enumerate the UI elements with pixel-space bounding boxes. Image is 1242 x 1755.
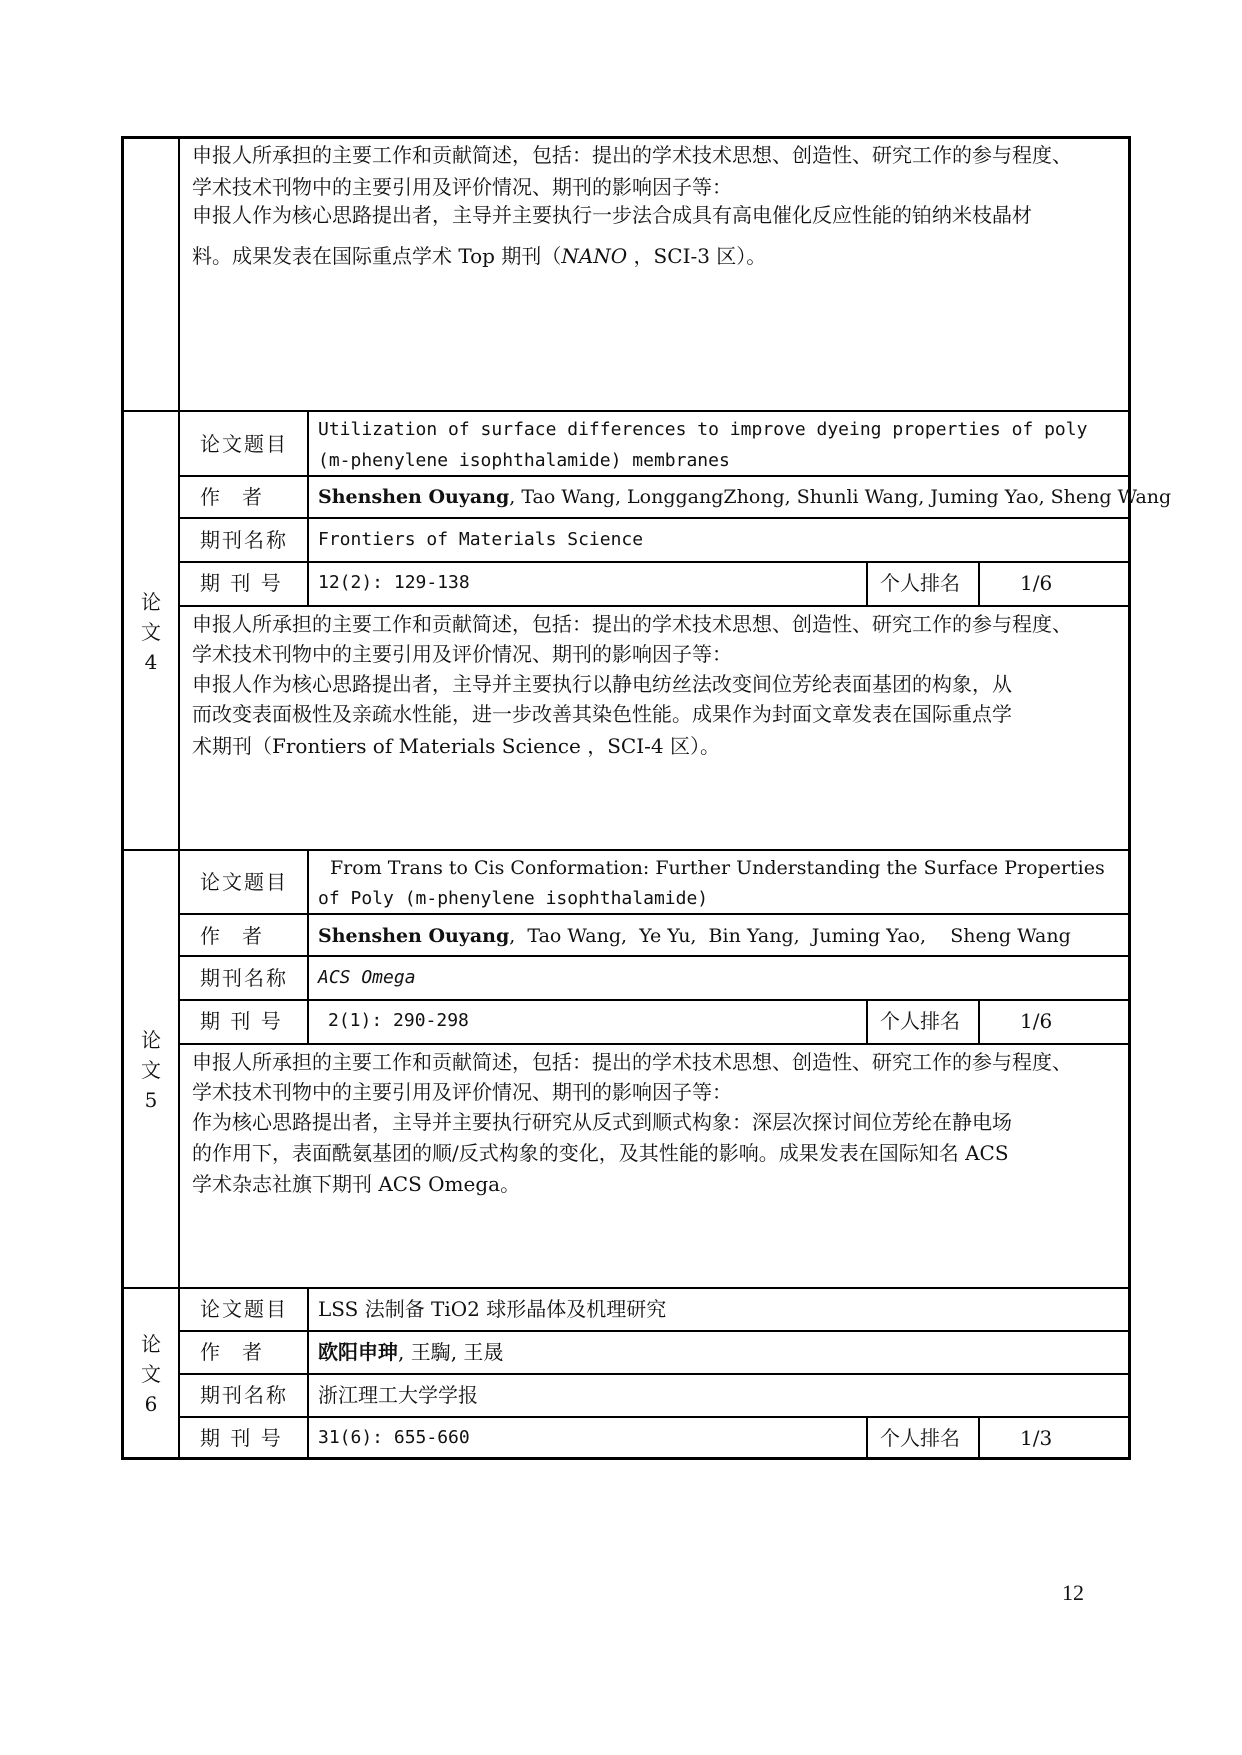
p5-row-line-3: [178, 999, 1131, 1001]
p5-rank-divider-2: [978, 999, 980, 1043]
paper4-contribution-body-line3: 术期刊（Frontiers of Materials Science ，SCI-4 区）。: [192, 734, 720, 758]
paper4-contribution-body-line1: 申报人作为核心思路提出者，主导并主要执行以静电纺丝法改变间位芳纶表面基团的构象，从: [192, 672, 1012, 696]
paper5-title-line2: of Poly (m-phenylene isophthalamide): [318, 888, 709, 909]
paper4-side-label: [124, 587, 178, 677]
label-column-divider-p5: [307, 849, 309, 1045]
paper5-contribution-prompt-line1: 申报人所承担的主要工作和贡献简述，包括：提出的学术技术思想、创造性、研究工作的参与程度、: [192, 1050, 1072, 1074]
paper5-contribution-prompt-line2: 学术技术刊物中的主要引用及评价情况、期刊的影响因子等：: [192, 1080, 732, 1104]
paper5-contribution-body-line2: 的作用下，表面酰氨基团的顺/反式构象的变化，及其性能的影响。成果发表在国际知名 ACS: [192, 1141, 1009, 1165]
label-column-divider-p4: [307, 410, 309, 607]
top-contribution-prompt-line1: 申报人所承担的主要工作和贡献简述，包括：提出的学术技术思想、创造性、研究工作的参与程度、: [192, 143, 1072, 167]
paper5-journal: ACS Omega: [318, 967, 416, 988]
section-divider-paper6: [121, 1287, 1131, 1289]
paper4-contribution-prompt-line1: 申报人所承担的主要工作和贡献简述，包括：提出的学术技术思想、创造性、研究工作的参与程度、: [192, 612, 1072, 636]
paper4-journal-label: 期刊名称: [200, 528, 288, 552]
paper5-title-label: 论文题目: [200, 870, 288, 894]
table-frame: [121, 136, 1131, 1460]
paper5-issue: 2(1): 290-298: [328, 1010, 469, 1031]
paper6-other-authors: , 王騊, 王晟: [398, 1340, 504, 1364]
paper6-issue-label: 期 刊 号: [200, 1426, 283, 1450]
paper4-title-label: 论文题目: [200, 432, 288, 456]
p4-rank-divider-2: [978, 561, 980, 605]
paper6-side-char-2: 文: [141, 1362, 161, 1386]
top-contribution-prompt-line2: 学术技术刊物中的主要引用及评价情况、期刊的影响因子等：: [192, 175, 732, 199]
paper6-first-author: 欧阳申珅: [318, 1340, 398, 1364]
paper4-side-char-3: 4: [144, 650, 158, 674]
paper5-journal-label: 期刊名称: [200, 966, 288, 990]
paper4-rank: 1/6: [1020, 571, 1053, 595]
paper5-authors-label: 作者: [200, 924, 284, 948]
paper6-side-label: [124, 1329, 178, 1419]
left-column-divider: [178, 136, 180, 1460]
paper5-side-char-2: 文: [141, 1058, 161, 1082]
top-body-line2-text-b: ，SCI-3 区）。: [627, 244, 767, 268]
paper4-issue-label: 期 刊 号: [200, 571, 283, 595]
paper5-issue-label: 期 刊 号: [200, 1009, 283, 1033]
paper5-rank: 1/6: [1020, 1009, 1053, 1033]
p5-row-line-4: [178, 1043, 1131, 1045]
section-divider-top: [121, 410, 1131, 412]
p6-rank-divider-2: [978, 1416, 980, 1460]
paper6-journal: 浙江理工大学学报: [318, 1383, 478, 1407]
p4-row-line-2: [178, 517, 1131, 519]
paper5-first-author: Shenshen Ouyang: [318, 925, 510, 947]
paper4-rank-label: 个人排名: [880, 571, 960, 595]
top-body-line2-journal: NANO: [561, 244, 628, 268]
paper5-other-authors: , Tao Wang, Ye Yu, Bin Yang, Juming Yao, Sheng Wang: [509, 925, 1071, 947]
paper6-journal-label: 期刊名称: [200, 1383, 288, 1407]
p4-rank-divider-1: [866, 561, 868, 605]
paper6-title-label: 论文题目: [200, 1297, 288, 1321]
section-divider-paper5: [121, 849, 1131, 851]
p5-rank-divider-1: [866, 999, 868, 1043]
p6-row-line-2: [178, 1373, 1131, 1375]
paper4-authors-label: 作者: [200, 485, 284, 509]
p6-rank-divider-1: [866, 1416, 868, 1460]
paper6-side-char-1: 论: [141, 1332, 161, 1356]
paper4-first-author: Shenshen Ouyang: [318, 486, 510, 508]
paper6-rank: 1/3: [1020, 1426, 1053, 1450]
top-body-line2-text-a: 料。成果发表在国际重点学术 Top 期刊（: [192, 244, 562, 268]
paper4-side-char-1: 论: [141, 590, 161, 614]
p5-row-line-2: [178, 955, 1131, 957]
paper4-title-line2: (m-phenylene isophthalamide) membranes: [318, 450, 730, 471]
page-number: 12: [1062, 1580, 1084, 1605]
p4-row-line-4: [178, 605, 1131, 607]
top-contribution-body-line2: [192, 240, 766, 272]
paper4-journal: Frontiers of Materials Science: [318, 529, 644, 550]
top-contribution-body-line1: 申报人作为核心思路提出者，主导并主要执行一步法合成具有高电催化反应性能的铂纳米枝晶材: [192, 203, 1032, 227]
paper4-side-char-2: 文: [141, 620, 161, 644]
paper6-side-char-3: 6: [144, 1392, 158, 1416]
paper6-authors-label: 作者: [200, 1340, 284, 1364]
paper6-authors: [318, 1336, 503, 1368]
paper5-contribution-body-line1: 作为核心思路提出者，主导并主要执行研究从反式到顺式构象：深层次探讨间位芳纶在静电场: [192, 1110, 1012, 1134]
paper5-side-char-3: 5: [144, 1088, 158, 1112]
paper5-title-line1: From Trans to Cis Conformation: Further Understanding the Surface Properties: [330, 857, 1105, 879]
paper6-rank-label: 个人排名: [880, 1426, 960, 1450]
p6-row-line-3: [178, 1416, 1131, 1418]
paper6-title: LSS 法制备 TiO2 球形晶体及机理研究: [318, 1297, 667, 1321]
paper4-contribution-body-line2: 而改变表面极性及亲疏水性能，进一步改善其染色性能。成果作为封面文章发表在国际重点学: [192, 702, 1012, 726]
p4-row-line-3: [178, 561, 1131, 563]
paper5-side-char-1: 论: [141, 1028, 161, 1052]
paper4-other-authors: , Tao Wang, LonggangZhong, Shunli Wang, Juming Yao, Sheng Wang: [509, 486, 1172, 508]
paper4-contribution-prompt-line2: 学术技术刊物中的主要引用及评价情况、期刊的影响因子等：: [192, 642, 732, 666]
paper5-side-label: [124, 1025, 178, 1115]
paper4-authors: [318, 481, 1171, 513]
paper5-authors: [318, 920, 1071, 952]
p6-row-line-1: [178, 1330, 1131, 1332]
paper4-issue: 12(2): 129-138: [318, 572, 470, 593]
paper4-title-line1: Utilization of surface differences to improve dyeing properties of poly: [318, 419, 1088, 440]
paper6-issue: 31(6): 655-660: [318, 1427, 470, 1448]
paper5-contribution-body-line3: 学术杂志社旗下期刊 ACS Omega。: [192, 1172, 521, 1196]
paper5-rank-label: 个人排名: [880, 1009, 960, 1033]
